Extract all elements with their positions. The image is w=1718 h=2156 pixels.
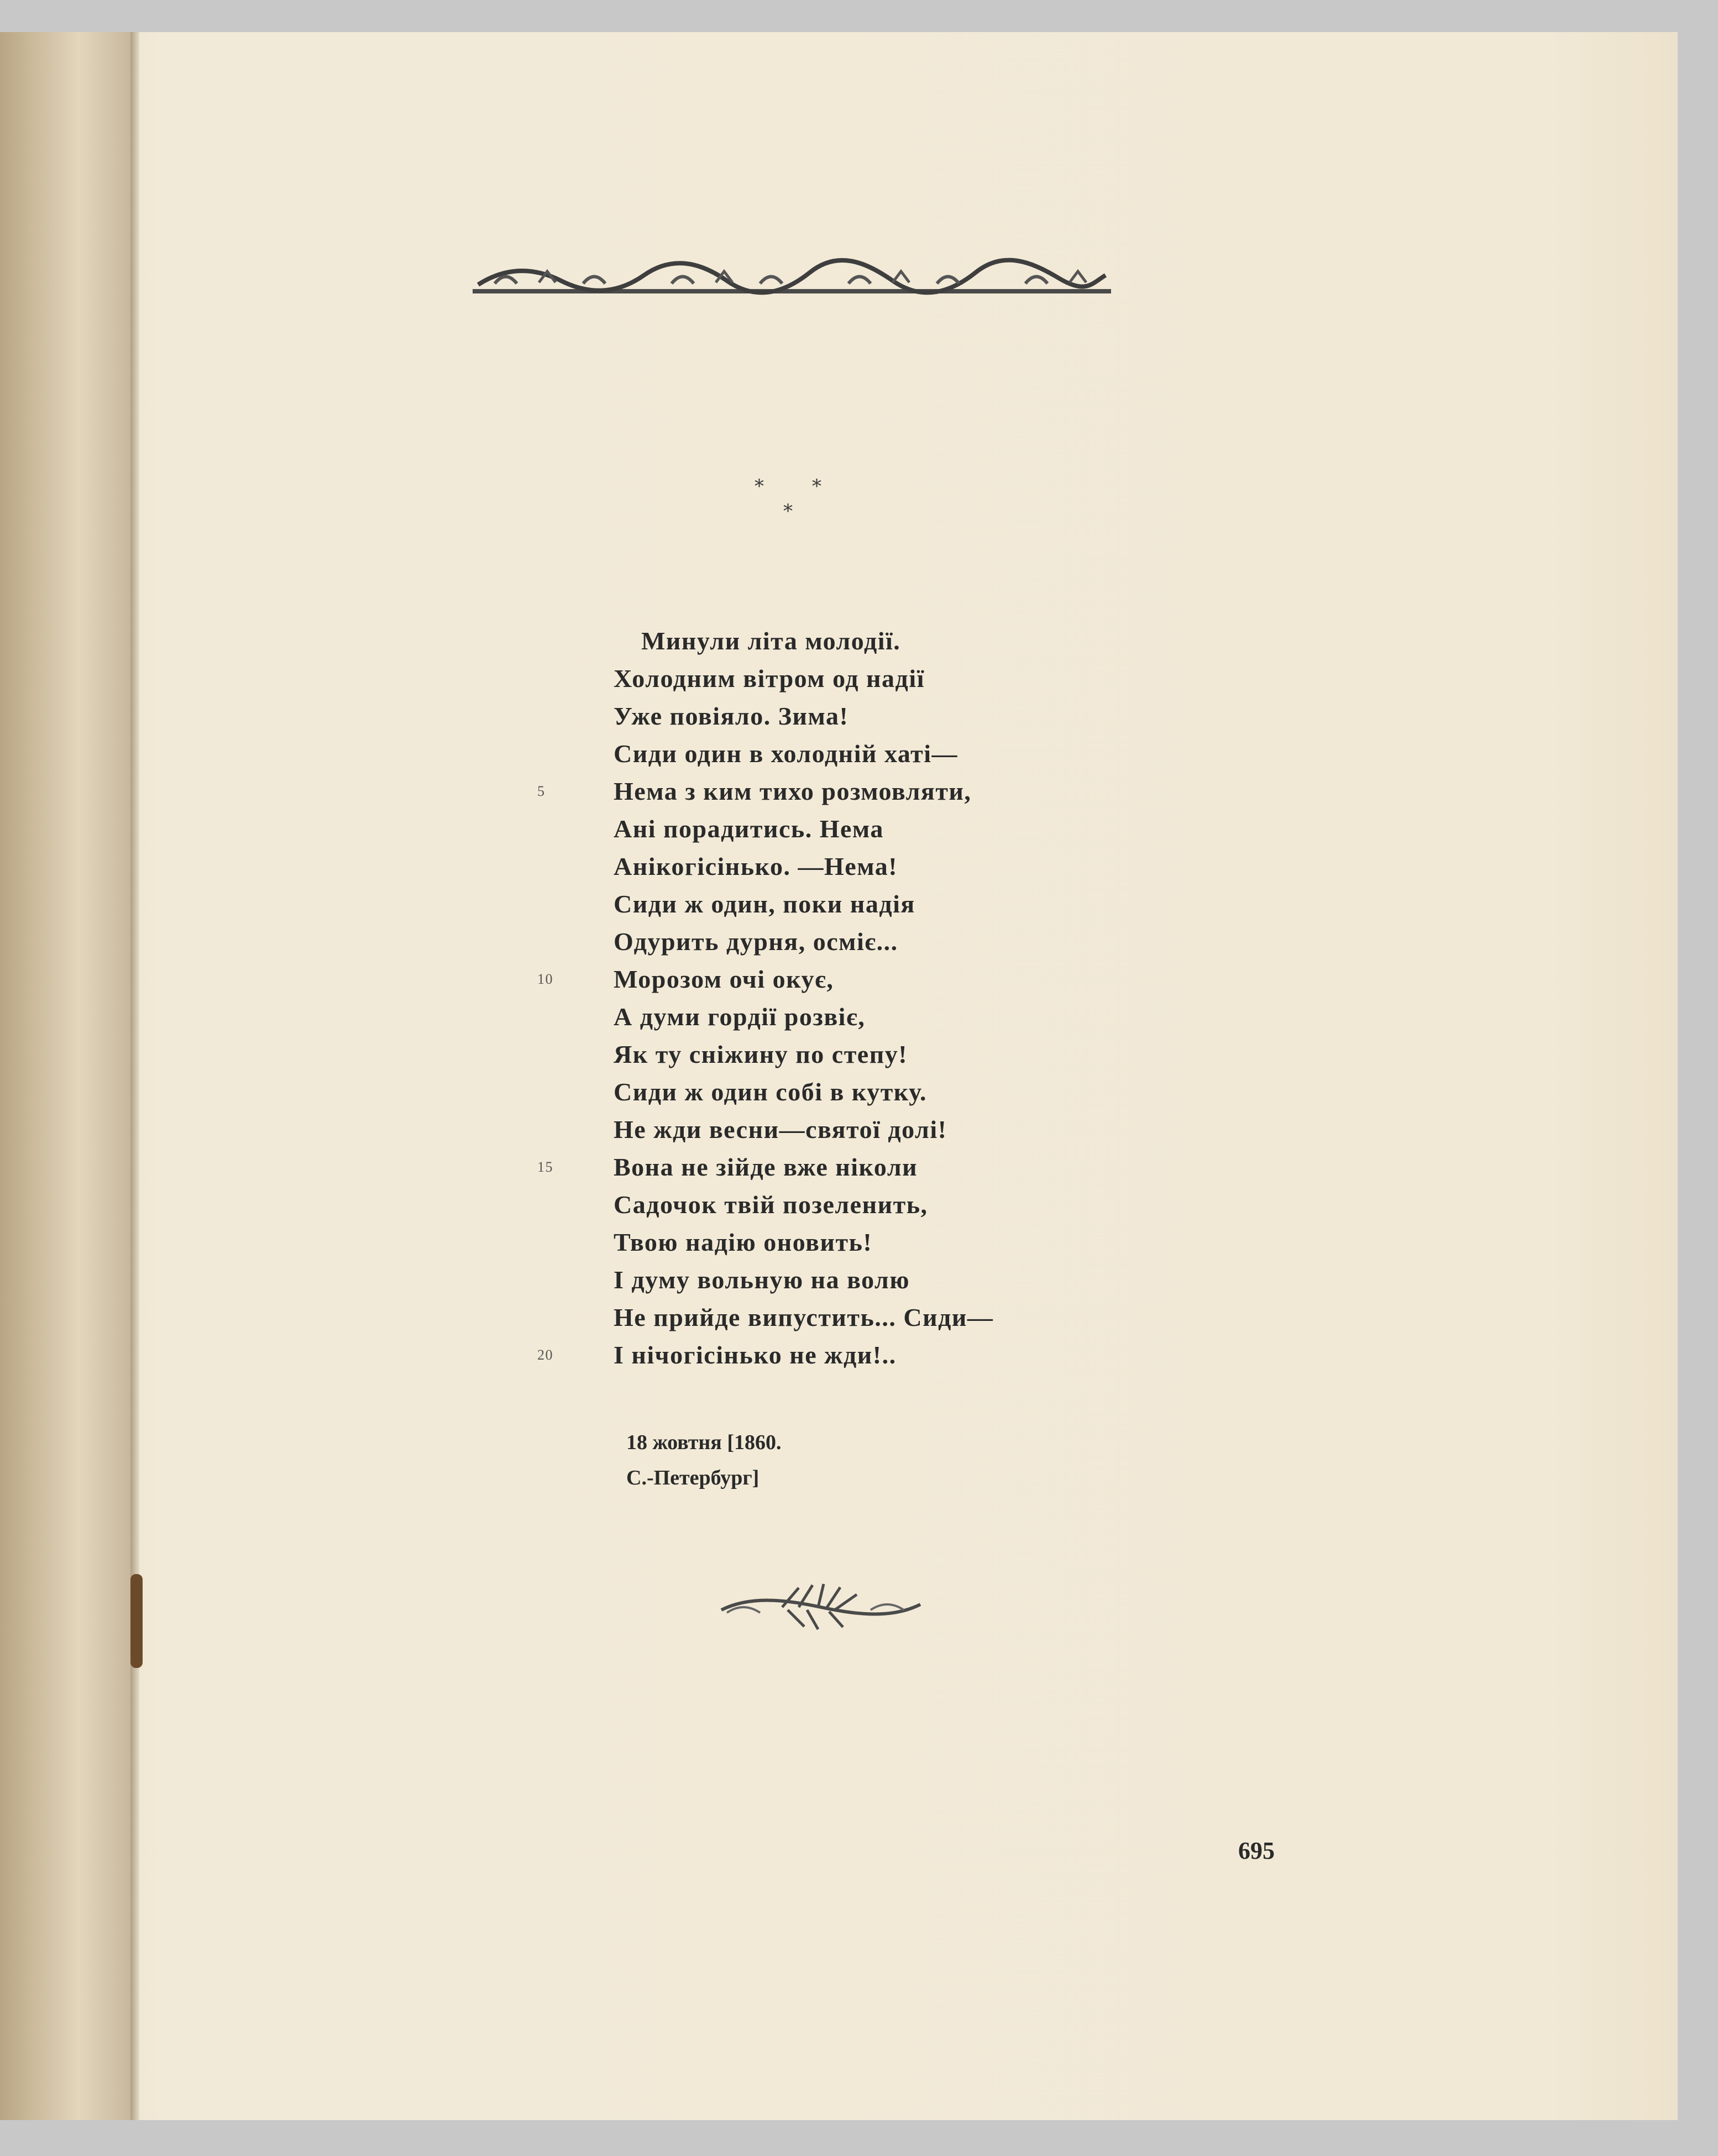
line-text: Не прийде випустить... Сиди— [614,1303,994,1331]
poem-line [553,1299,1161,1336]
line-text: Вона не зійде вже ніколи [614,1153,918,1181]
date-place-block [626,1425,782,1496]
poem-line [553,622,1161,660]
line-number: 15 [537,1159,553,1175]
asterisk-bottom: * [783,500,793,522]
poem-line [537,1148,1161,1186]
asterisk-right: * [812,475,821,497]
poem-line [553,848,1161,885]
poem-line [553,660,1161,697]
poem-line [553,923,1161,961]
poem-line [553,697,1161,735]
line-text: Сиди один в холодній хаті— [614,739,958,768]
line-text: Твою надію оновить! [614,1228,873,1256]
top-ornament [473,250,1111,311]
line-text: Сиди ж один собі в кутку. [614,1078,928,1106]
line-text: Не жди весни—святої долі! [614,1115,947,1143]
book-gutter [130,32,139,2120]
poem-date: 18 жовтня [1860. [626,1431,782,1454]
bottom-ornament [716,1580,926,1635]
poem-line [537,1336,1161,1374]
line-text: Ані порадитись. Нема [614,815,884,843]
poem-line [553,1073,1161,1111]
page-scan [0,32,1678,2120]
line-text: І думу вольную на волю [614,1266,910,1294]
line-number: 5 [537,783,546,799]
line-text: Анікогісінько. —Нема! [614,852,898,880]
line-text: А думи гордії розвіє, [614,1003,866,1031]
page-number: 695 [1238,1837,1275,1864]
binding-thread [130,1574,143,1668]
line-text: Уже повіяло. Зима! [614,702,849,730]
line-text: Нема з ким тихо розмовляти, [614,777,972,805]
poem-line [537,961,1161,998]
line-text: Сиди ж один, поки надія [614,890,915,918]
poem-line [553,1186,1161,1224]
line-text: Минули літа молодії. [641,627,901,655]
line-number: 10 [537,971,553,987]
line-text: І нічогісінько не жди!.. [614,1341,897,1369]
poem-line [553,735,1161,773]
poem-line [553,1036,1161,1073]
poem-line [553,1111,1161,1148]
gutter-shadow [0,32,130,2120]
line-text: Одурить дурня, осміє... [614,927,898,956]
poem [537,622,1161,1374]
poem-place: С.-Петербург] [626,1466,760,1489]
line-text: Морозом очі окує, [614,965,834,993]
poem-line [553,1224,1161,1261]
poem-line [553,810,1161,848]
line-text: Як ту сніжину по степу! [614,1040,908,1068]
line-number: 20 [537,1347,553,1363]
poem-line [537,773,1161,810]
poem-line [553,885,1161,923]
asterisk-left: * [755,475,764,497]
line-text: Садочок твій позеленить, [614,1190,928,1219]
poem-line [553,1261,1161,1299]
line-text: Холодним вітром од надії [614,664,925,693]
asterism [755,477,854,527]
poem-line [553,998,1161,1036]
